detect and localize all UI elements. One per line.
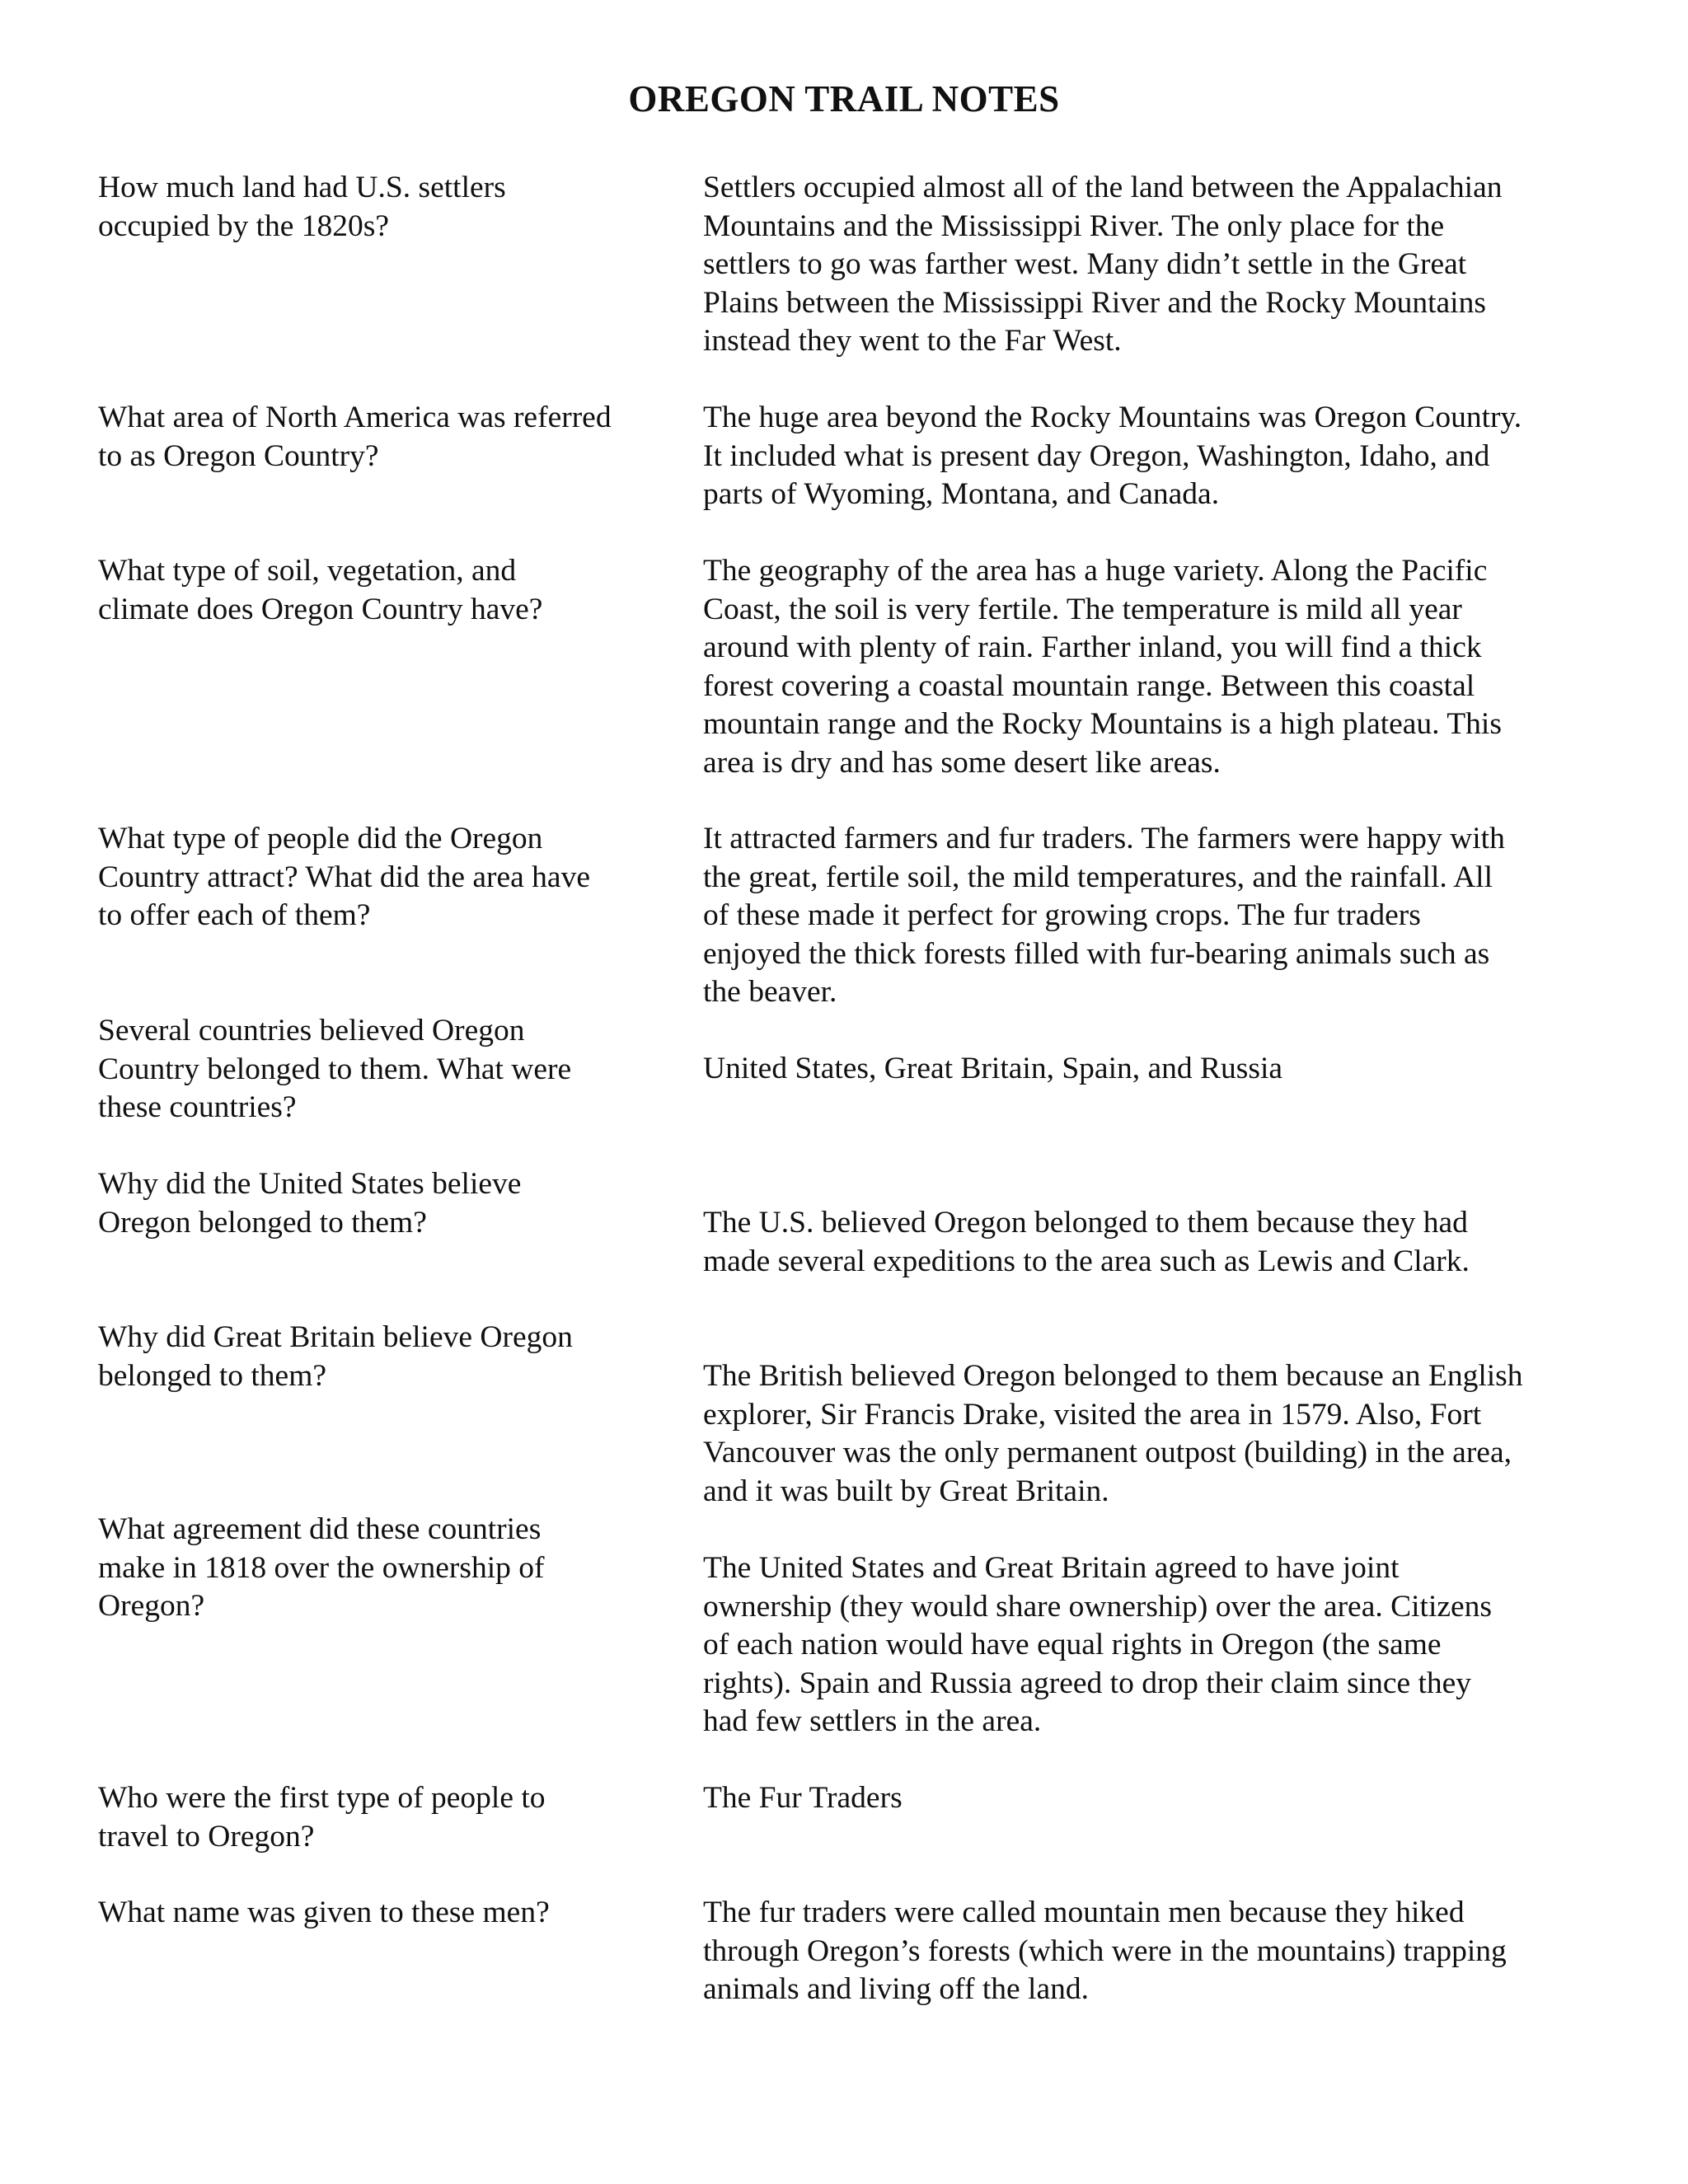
answer-6: The U.S. believed Oregon belonged to them because they had made several expeditions to the area such as Lewis and Clark. xyxy=(703,1206,1470,1278)
question-5: Several countries believed Oregon Country belonged to them. What were these countries? xyxy=(98,1014,572,1124)
answer-2: The huge area beyond the Rocky Mountains was Oregon Country. It included what is present day Oregon, Washington, Idaho, and parts of Wyoming, Montana, and Canada. xyxy=(703,401,1522,511)
answer-10: The fur traders were called mountain men because they hiked through Oregon’s forests (which were in the mountains) trapping animals and living off the land. xyxy=(703,1896,1507,2006)
answer-5: United States, Great Britain, Spain, and Russia xyxy=(703,1052,1283,1085)
answer-7: The British believed Oregon belonged to them because an English explorer, Sir Francis Drake, visited the area in 1579. Also, Fort Vancouver was the only permanent outpost (building) in the area, and it was built by Great Britain. xyxy=(703,1359,1523,1508)
question-4: What type of people did the Oregon Country attract? What did the area have to offer each of them? xyxy=(98,822,590,932)
question-8: What agreement did these countries make in 1818 over the ownership of Oregon? xyxy=(98,1512,545,1623)
question-7: Why did Great Britain believe Oregon belonged to them? xyxy=(98,1320,573,1393)
answer-4: It attracted farmers and fur traders. The farmers were happy with the great, fertile soil, the mild temperatures, and the rainfall. All of these made it perfect for growing crops. The fur traders enjoyed the thick forests filled with fur-bearing animals such as the beaver. xyxy=(703,822,1505,1009)
answer-9: The Fur Traders xyxy=(703,1781,903,1815)
question-1: How much land had U.S. settlers occupied by the 1820s? xyxy=(98,171,506,243)
answer-3: The geography of the area has a huge variety. Along the Pacific Coast, the soil is very fertile. The temperature is mild all year around with plenty of rain. Farther inland, you will find a thick forest covering a coastal mountain range. Between this coastal mountain range and the Rocky Mountains is a high plateau. This area is dry and has some desert like areas. xyxy=(703,554,1502,780)
question-3: What type of soil, vegetation, and climate does Oregon Country have? xyxy=(98,554,543,626)
page-title: OREGON TRAIL NOTES xyxy=(628,78,1060,120)
question-10: What name was given to these men? xyxy=(98,1896,550,1929)
question-6: Why did the United States believe Oregon belonged to them? xyxy=(98,1167,522,1240)
question-9: Who were the first type of people to travel to Oregon? xyxy=(98,1781,546,1854)
answer-8: The United States and Great Britain agreed to have joint ownership (they would share ownership) over the area. Citizens of each nation would have equal rights in Oregon (the same rights). Spain and Russia agreed to drop their claim since they had few settlers in the area. xyxy=(703,1551,1493,1738)
answer-1: Settlers occupied almost all of the land between the Appalachian Mountains and the Mississippi River. The only place for the settlers to go was farther west. Many didn’t settle in the Great Plains between the Mississippi River and the Rocky Mountains instead they went to the Far West. xyxy=(703,171,1503,358)
question-2: What area of North America was referred to as Oregon Country? xyxy=(98,401,612,473)
